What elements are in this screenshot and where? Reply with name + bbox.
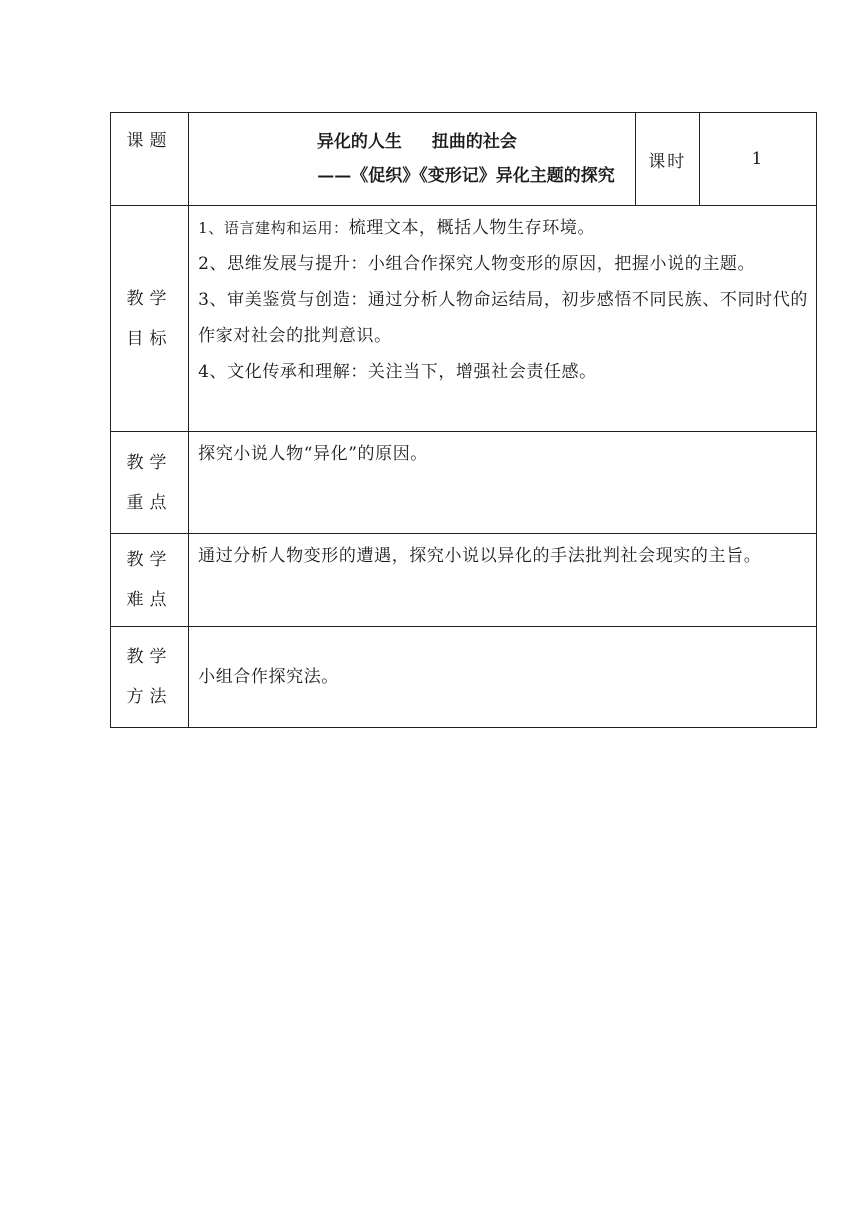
- objectives-label-line2: 目标: [126, 328, 173, 349]
- difficulty-row: [111, 534, 817, 627]
- method-content: 小组合作探究法。: [189, 627, 817, 728]
- lesson-plan-table: [110, 112, 817, 728]
- objective-item-1-text: 梳理文本，概括人物生存环境。: [348, 218, 596, 238]
- topic-row: [111, 113, 817, 206]
- objective-item-1: [198, 210, 810, 246]
- lesson-title-cell: [189, 113, 636, 206]
- difficulty-content: 通过分析人物变形的遭遇，探究小说以异化的手法批判社会现实的主旨。: [189, 534, 817, 627]
- focus-label-line2: 重点: [126, 492, 173, 513]
- lesson-title: [189, 125, 635, 159]
- lesson-subtitle: ——《促织》《变形记》异化主题的探究: [317, 166, 615, 186]
- title-part2: 扭曲的社会: [431, 132, 517, 152]
- difficulty-label-line2: 难点: [126, 590, 173, 610]
- objective-item-3: 3、审美鉴赏与创造：通过分析人物命运结局，初步感悟不同民族、不同时代的作家对社会的批判意识。: [198, 290, 808, 346]
- objectives-label: [111, 206, 189, 432]
- focus-label-line1: 教学: [126, 452, 173, 473]
- difficulty-label: [111, 534, 189, 627]
- method-label-line2: 方法: [126, 687, 173, 707]
- method-label: [111, 627, 189, 728]
- objective-item-4: 4、文化传承和理解：关注当下，增强社会责任感。: [198, 362, 597, 382]
- objectives-row: [111, 206, 817, 432]
- method-row: [111, 627, 817, 728]
- objectives-label-line1: 教学: [126, 288, 173, 309]
- objective-item-2: 2、思维发展与提升：小组合作探究人物变形的原因，把握小说的主题。: [198, 254, 756, 274]
- focus-label: [111, 432, 189, 534]
- method-label-line1: 教学: [126, 647, 173, 667]
- hours-value: 1: [699, 113, 816, 206]
- difficulty-label-line1: 教学: [126, 550, 173, 570]
- topic-label: 课题: [111, 113, 189, 206]
- title-part1: 异化的人生: [316, 132, 402, 152]
- objective-item-1-prefix: 1、语言建构和运用：: [198, 219, 349, 237]
- objectives-content: [189, 206, 817, 432]
- hours-label: 课时: [635, 113, 699, 206]
- focus-content: 探究小说人物“异化”的原因。: [189, 432, 817, 534]
- focus-row: [111, 432, 817, 534]
